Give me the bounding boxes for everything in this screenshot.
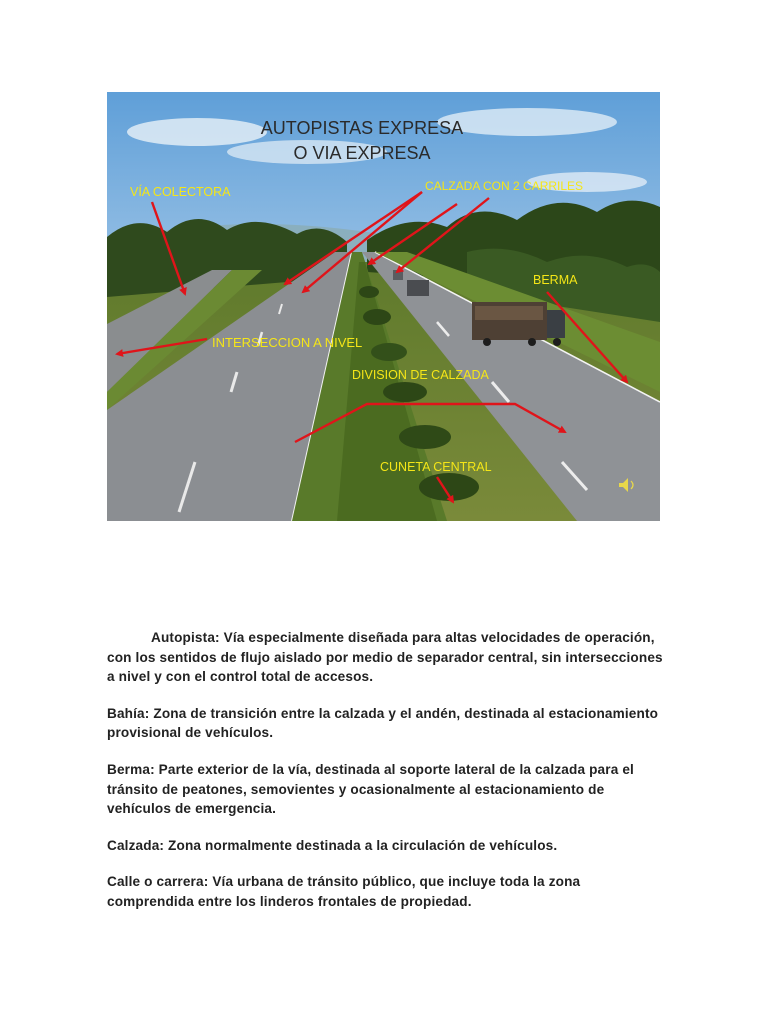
definition-term: Autopista: xyxy=(151,630,220,645)
label-interseccion: INTERSECCION A NIVEL xyxy=(212,335,363,350)
definition-term: Calle o carrera: xyxy=(107,874,209,890)
definition-text: Parte exterior de la vía, destinada al soporte lateral de la calzada para el tránsito de peatones, semovientes y ocasionalmente al estacionamiento de vehículos de emergencia. xyxy=(107,761,634,817)
label-cuneta: CUNETA CENTRAL xyxy=(380,460,492,474)
definition-autopista xyxy=(107,628,667,687)
definition-calzada xyxy=(107,836,667,856)
label-berma: BERMA xyxy=(533,273,578,287)
definition-text: Zona normalmente destinada a la circulación de vehículos. xyxy=(164,837,558,853)
definition-calle xyxy=(107,872,667,911)
definition-term: Calzada: xyxy=(107,837,165,853)
highway-photo xyxy=(107,92,660,521)
photo-title-line2: O VIA EXPRESA xyxy=(293,143,431,163)
label-via-colectora: VÍA COLECTORA xyxy=(130,185,231,199)
definition-term: Berma: xyxy=(107,761,155,777)
definition-bahia xyxy=(107,704,667,743)
definition-text: Zona de transición entre la calzada y el andén, destinada al estacionamiento provisional de vehículos. xyxy=(107,705,659,741)
definitions-text xyxy=(107,628,667,929)
definition-text: Vía especialmente diseñada para altas velocidades de operación, con los sentidos de flujo aislado por medio de separador central, sin intersecciones a nivel y con el control total de accesos. xyxy=(107,630,663,685)
definition-berma xyxy=(107,760,667,819)
label-calzada: CALZADA CON 2 CARRILES xyxy=(425,179,584,193)
definition-term: Bahía: xyxy=(107,705,150,721)
label-division: DIVISION DE CALZADA xyxy=(352,368,489,382)
photo-title-line1: AUTOPISTAS EXPRESA xyxy=(260,118,464,138)
definition-text: Vía urbana de tránsito público, que incluye toda la zona comprendida entre los linderos frontales de propiedad. xyxy=(107,874,581,909)
